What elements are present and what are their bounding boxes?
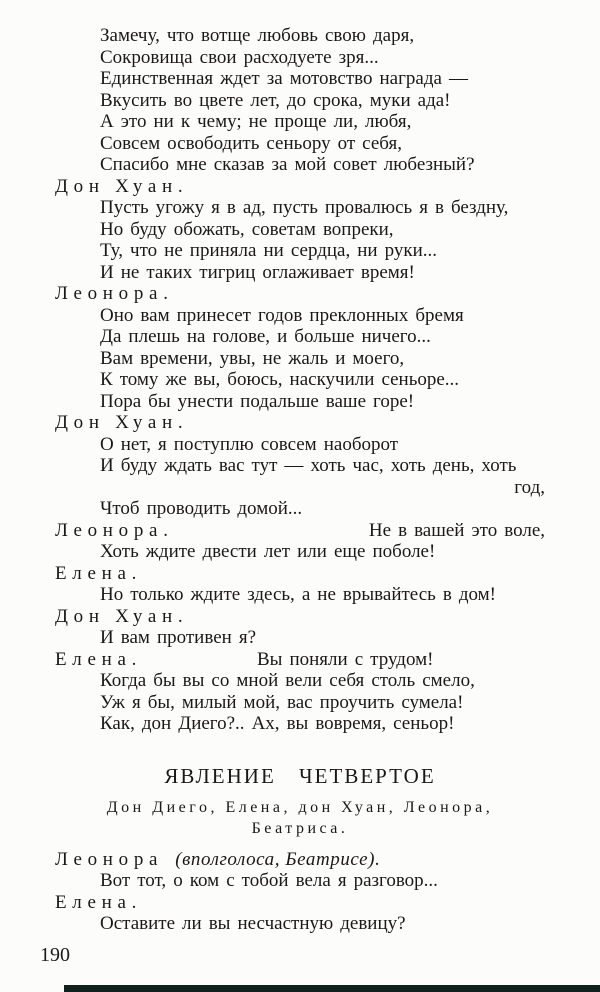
verse-line: Пора бы унести подальше ваше горе! [100, 390, 415, 412]
verse-line: Оно вам принесет годов преклонных бремя [100, 304, 464, 326]
verse-line: Единственная ждет за мотовство награда — [100, 68, 468, 89]
verse-line: Спасибо мне сказав за мой совет любезный? [100, 154, 475, 175]
verse-line: И буду ждать вас тут — хоть час, хоть день, хоть [100, 455, 517, 476]
cast-list-line: Беатриса. [251, 819, 349, 837]
scene-heading: ЯВЛЕНИЕ ЧЕТВЕРТОЕ [164, 763, 436, 788]
speaker-name: Елена. [55, 562, 143, 584]
verse-line: Но буду обожать, советам вопреки, [100, 218, 394, 240]
verse-line: Уж я бы, милый мой, вас проучить сумела! [100, 691, 464, 713]
verse-line: Хоть ждите двести лет или еще поболе! [100, 541, 436, 562]
hemistich-continuation: Вы поняли с трудом! [257, 648, 434, 670]
page-bottom-scan-shadow [64, 985, 600, 992]
speaker-name: Дон Хуан. [55, 605, 189, 627]
verse-line: Когда бы вы со мной вели себя столь смело, [100, 670, 475, 691]
speaker-with-hemistich [55, 649, 545, 671]
verse-line: Как, дон Диего?.. Ах, вы вовремя, сеньор! [100, 713, 455, 734]
verse-line: Но только ждите здесь, а не врывайтесь в дом! [100, 584, 496, 605]
page-number: 190 [40, 944, 70, 966]
speaker-name: Леонора [55, 848, 164, 870]
speaker-name: Дон Хуан. [55, 175, 189, 197]
stage-direction: (вполголоса, Беатрисе). [175, 848, 381, 870]
verse-line: Вкусить во цвете лет, до срока, муки ада! [100, 89, 451, 111]
speaker-name: Елена. [55, 891, 143, 913]
verse-line: А это ни к чему; не проще ли, любя, [100, 111, 412, 132]
play-text-block [55, 25, 545, 935]
verse-line: Да плешь на голове, и больше ничего... [100, 326, 431, 347]
speaker-name: Леонора. [55, 519, 174, 541]
verse-line: Вот тот, о ком с тобой вела я разговор... [100, 870, 438, 891]
speaker-with-hemistich [55, 520, 545, 542]
verse-line: Чтоб проводить домой... [100, 498, 303, 519]
verse-line-flush-right: год, [514, 476, 545, 498]
speaker-name: Дон Хуан. [55, 412, 189, 433]
verse-line: Сокровища свои расходуете зря... [100, 46, 379, 68]
verse-line: Оставите ли вы несчастную девицу? [100, 913, 406, 934]
verse-line: И не таких тигриц оглаживает время! [100, 261, 415, 283]
verse-line: Замечу, что вотще любовь свою даря, [100, 25, 415, 46]
verse-line: Ту, что не приняла ни сердца, ни руки... [100, 240, 438, 261]
verse-line: И вам противен я? [100, 627, 257, 648]
verse-line: К тому же вы, боюсь, наскучили сеньоре... [100, 369, 460, 390]
speaker-with-stage-direction [55, 849, 545, 871]
verse-line: Вам времени, увы, не жаль и моего, [100, 347, 405, 369]
speaker-name: Елена. [55, 648, 143, 670]
hemistich-continuation: Не в вашей это воле, [368, 519, 545, 541]
cast-list-line: Дон Диего, Елена, дон Хуан, Леонора, [106, 798, 494, 816]
verse-line: Совсем освободить сеньору от себя, [100, 132, 402, 154]
verse-line: Пусть угожу я в ад, пусть провалюсь я в бездну, [100, 197, 509, 218]
verse-line: О нет, я поступлю совсем наоборот [100, 433, 399, 455]
speaker-name: Леонора. [55, 283, 174, 304]
